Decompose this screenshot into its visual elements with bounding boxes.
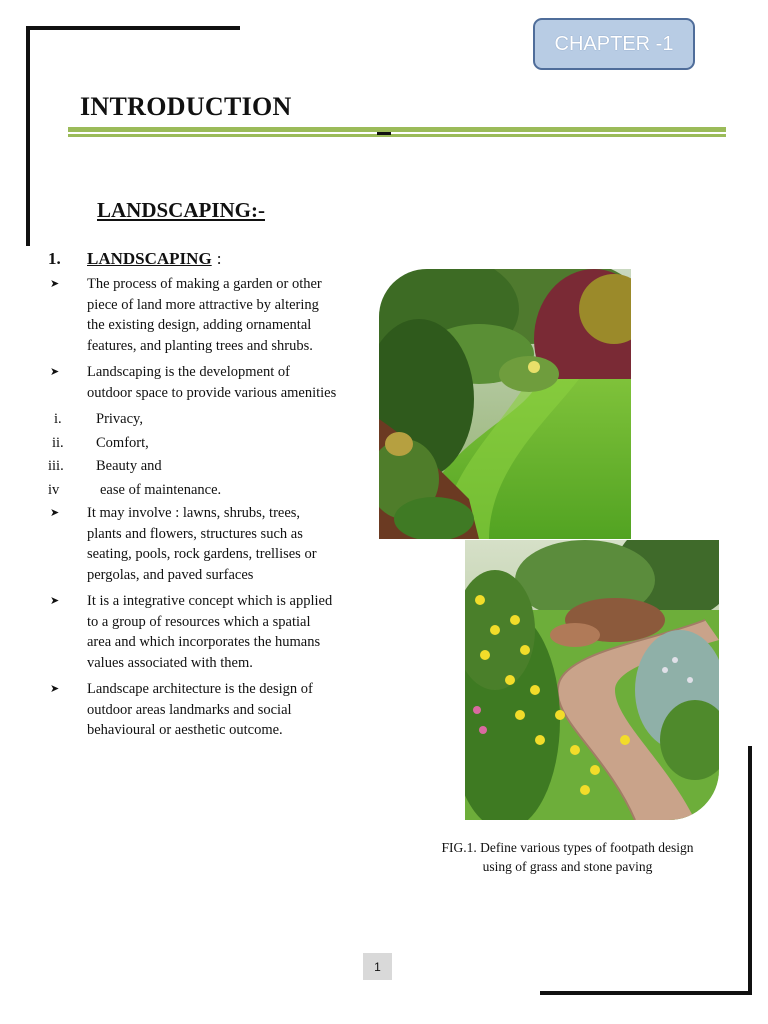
heading-suffix: :: [216, 249, 222, 268]
title-dash-mark: [377, 132, 391, 135]
chapter-badge: CHAPTER -1: [533, 18, 695, 70]
roman-numeral: i.: [54, 411, 62, 427]
arrow-bullet-icon: ➤: [50, 277, 60, 290]
bullet-item: [48, 679, 338, 741]
arrow-bullet-icon: ➤: [50, 682, 60, 695]
body-text: [48, 248, 338, 747]
bullet-text: It is a integrative concept which is applied to a group of resources which a spatial area and which incorporates the humans values associated with them.: [87, 593, 333, 671]
stone-footpath-photo: [465, 540, 719, 820]
arrow-bullet-icon: ➤: [50, 594, 60, 607]
bullet-item: [48, 362, 338, 403]
garden-lawn-photo: [379, 269, 631, 539]
section-heading: LANDSCAPING:-: [97, 198, 265, 222]
amenity-text: ease of maintenance.: [100, 481, 222, 498]
frame-corner-bottom-right-horizontal: [540, 991, 752, 995]
bullet-text: It may involve : lawns, shrubs, trees, plants and flowers, structures such as seating, pools, rock gardens, trellises or pergolas, and paved surfaces: [87, 505, 317, 583]
frame-corner-bottom-right-vertical: [748, 746, 752, 995]
page-title: INTRODUCTION: [80, 92, 292, 121]
roman-numeral: iii.: [48, 458, 64, 474]
frame-corner-top-left-vertical: [26, 26, 30, 246]
amenity-item: [48, 456, 338, 477]
figure-caption: [405, 838, 730, 876]
caption-line-2: using of grass and stone paving: [482, 859, 653, 874]
roman-numeral: iv: [48, 481, 60, 498]
amenity-item: [48, 433, 338, 454]
title-rule: [68, 127, 726, 132]
bullet-item: [48, 503, 338, 585]
numbered-heading: [48, 248, 338, 270]
amenity-text: Beauty and: [96, 458, 162, 474]
bullet-item: [48, 591, 338, 673]
bullet-text: Landscape architecture is the design of outdoor areas landmarks and social behavioural or aesthetic outcome.: [87, 681, 313, 738]
title-rule-secondary: [68, 134, 726, 137]
caption-line-1: FIG.1. Define various types of footpath design: [441, 840, 694, 855]
amenity-text: Comfort,: [96, 434, 149, 451]
amenity-text: Privacy,: [96, 411, 143, 427]
bullet-text: Landscaping is the development of outdoor space to provide various amenities: [87, 364, 337, 401]
roman-numeral: ii.: [52, 434, 64, 451]
page-number: 1: [363, 953, 392, 980]
frame-corner-top-left-horizontal: [26, 26, 240, 30]
bullet-item: [48, 274, 338, 356]
heading-title: LANDSCAPING: [87, 249, 212, 268]
heading-number: 1.: [48, 249, 61, 268]
amenity-item: [48, 409, 338, 430]
bullet-text: The process of making a garden or other piece of land more attractive by altering the existing design, adding ornamental features, and planting trees and shrubs.: [87, 276, 322, 354]
arrow-bullet-icon: ➤: [50, 506, 60, 519]
amenity-item: [48, 480, 338, 501]
arrow-bullet-icon: ➤: [50, 365, 60, 378]
